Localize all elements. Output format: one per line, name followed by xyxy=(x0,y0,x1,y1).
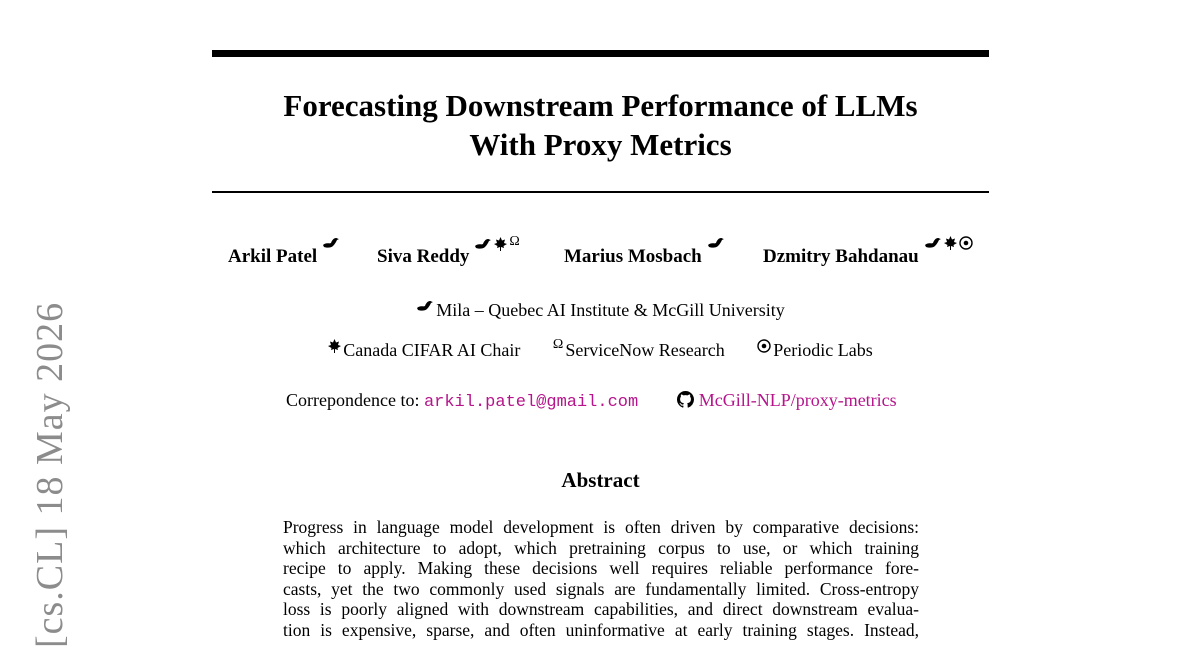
title-bottom-rule xyxy=(212,191,989,193)
target-icon xyxy=(757,339,771,353)
abstract-line: Progress in language model development is often driven by comparative decisions: xyxy=(283,517,919,537)
author-marius-mosbach xyxy=(564,236,763,268)
title-top-rule xyxy=(212,50,989,57)
author-name: Arkil Patel xyxy=(228,246,318,267)
affiliation-servicenow-text: ServiceNow Research xyxy=(565,340,725,360)
affiliation-servicenow xyxy=(552,337,725,360)
author-siva-reddy xyxy=(377,236,564,268)
github-icon xyxy=(677,391,694,408)
author-name: Marius Mosbach xyxy=(564,246,702,267)
abstract-body xyxy=(283,517,919,641)
affiliation-periodic-text: Periodic Labs xyxy=(773,340,873,360)
goose-icon xyxy=(474,237,492,251)
abstract-line: casts, yet the two commonly used signals are fundamentally limited. Cross-entropy xyxy=(283,578,919,599)
affiliation-periodic xyxy=(757,340,872,360)
goose-icon xyxy=(322,236,340,250)
omega-mark: Ω xyxy=(509,234,520,249)
affiliation-mila-text: Mila – Quebec AI Institute & McGill University xyxy=(436,300,785,320)
author-list xyxy=(228,236,998,268)
arxiv-identifier-sidebar: [cs.CL] 18 May 2026 xyxy=(29,301,71,648)
maple-leaf-icon xyxy=(944,236,957,250)
abstract-line: which architecture to adopt, which pretraining corpus to use, or which training xyxy=(283,537,919,558)
maple-leaf-icon xyxy=(494,237,507,251)
title-line-2: With Proxy Metrics xyxy=(469,127,732,162)
correspondence-email-link[interactable]: arkil.patel@gmail.com xyxy=(423,393,639,412)
affiliation-row xyxy=(212,337,989,361)
target-icon xyxy=(959,236,973,250)
abstract-heading: Abstract xyxy=(561,468,640,492)
abstract-line: tion is expensive, sparse, and often uninformative at early training stages. Instead, xyxy=(283,619,919,640)
author-arkil-patel xyxy=(228,236,377,268)
repository-link[interactable]: McGill-NLP/proxy-metrics xyxy=(698,390,897,410)
author-name: Siva Reddy xyxy=(377,246,470,267)
paper-title xyxy=(212,86,989,164)
title-line-1: Forecasting Downstream Performance of LLMs xyxy=(283,88,918,123)
author-name: Dzmitry Bahdanau xyxy=(763,246,919,267)
affiliation-mila xyxy=(212,300,989,321)
correspondence-label: Correpondence to: xyxy=(286,390,420,410)
omega-mark: Ω xyxy=(552,337,564,352)
affiliation-cifar xyxy=(328,340,520,360)
goose-icon xyxy=(924,236,942,250)
maple-leaf-icon xyxy=(328,339,341,353)
goose-icon xyxy=(707,236,725,250)
correspondence-line xyxy=(286,390,897,412)
abstract-line: recipe to apply. Making these decisions well requires reliable performance fore- xyxy=(283,558,919,579)
goose-icon xyxy=(416,299,434,313)
affiliation-cifar-text: Canada CIFAR AI Chair xyxy=(343,340,521,360)
author-dzmitry-bahdanau xyxy=(763,236,973,268)
abstract-line: loss is poorly aligned with downstream capabilities, and direct downstream evalua- xyxy=(283,599,919,620)
